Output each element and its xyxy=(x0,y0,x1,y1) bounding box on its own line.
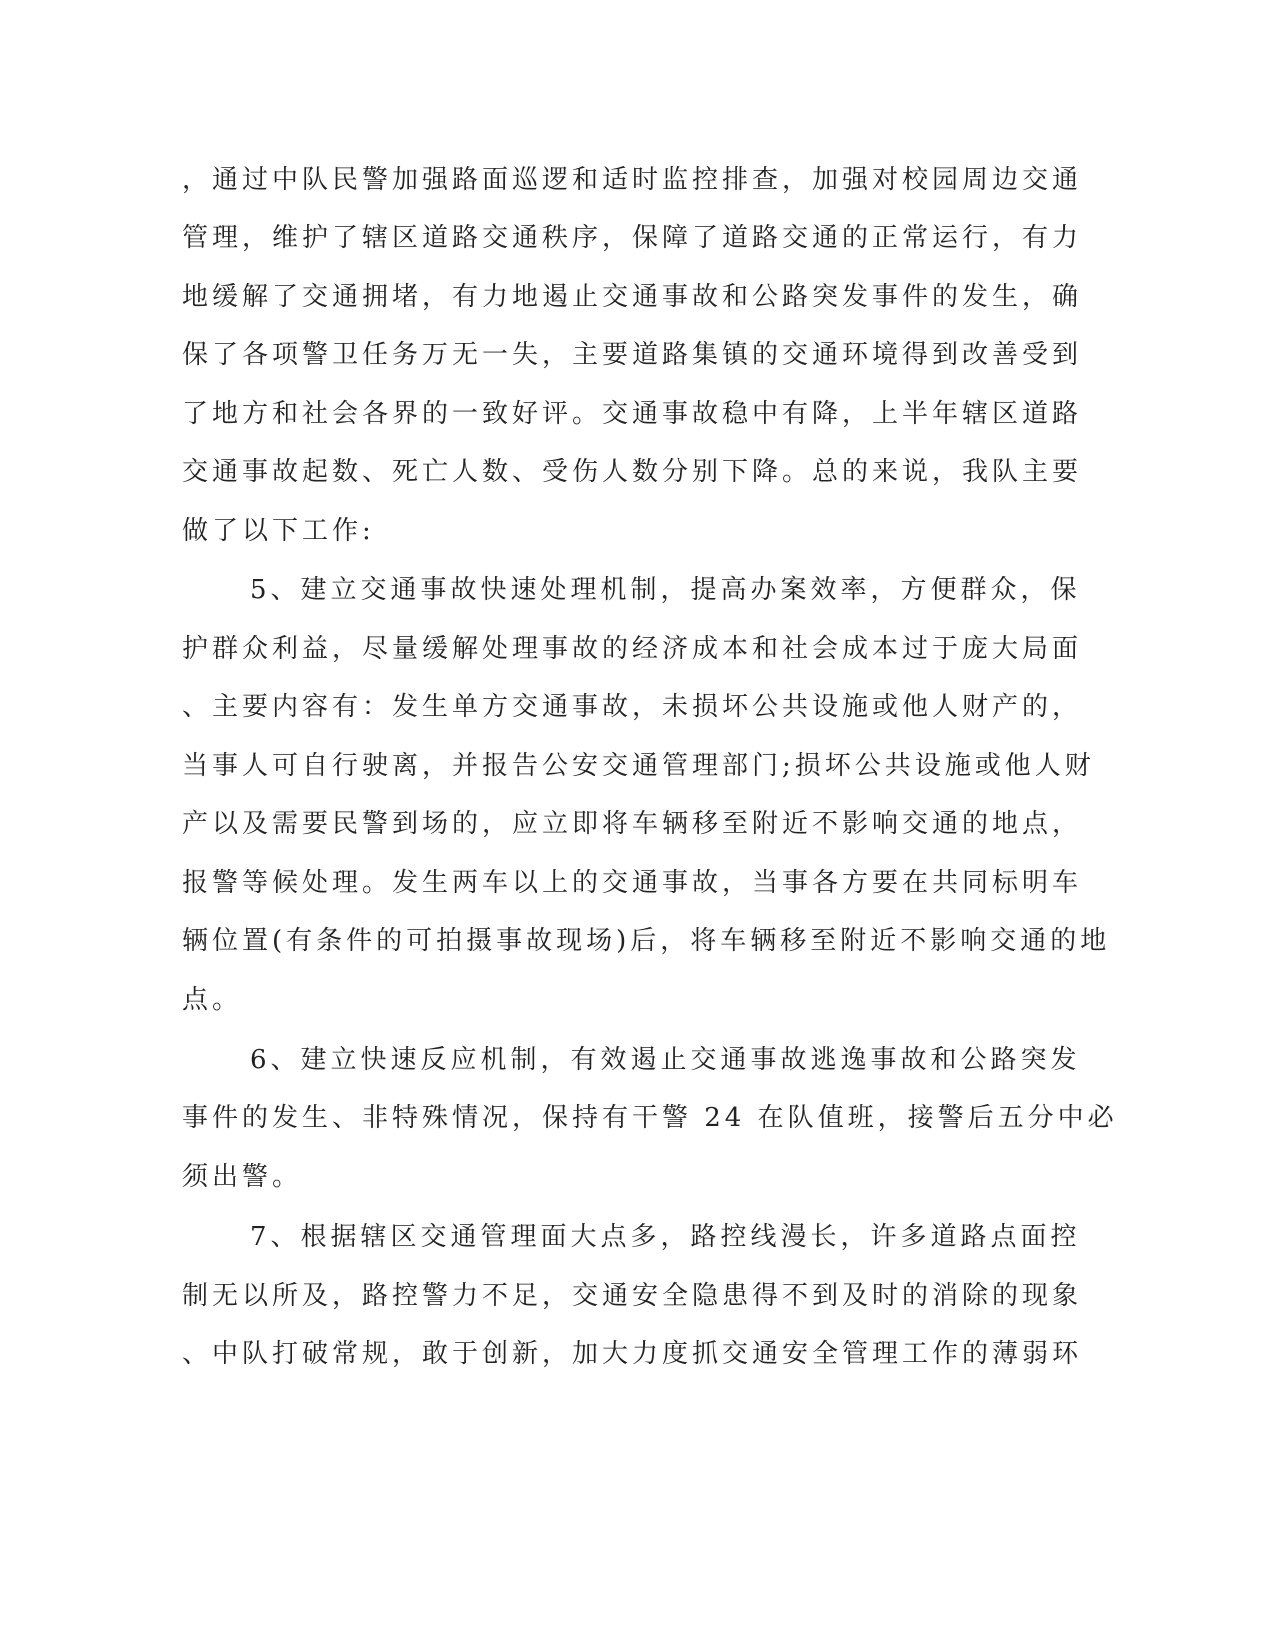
text-line: ，通过中队民警加强路面巡逻和适时监控排查，加强对校园周边交通 xyxy=(182,165,1083,195)
text-line: 、中队打破常规，敢于创新，加大力度抓交通安全管理工作的薄弱环 xyxy=(182,1339,1083,1369)
text-line: 了地方和社会各界的一致好评。交通事故稳中有降，上半年辖区道路 xyxy=(182,399,1083,429)
text-line: 管理，维护了辖区道路交通秩序，保障了道路交通的正常运行，有力 xyxy=(182,223,1083,253)
paragraph-6-start: 6、建立快速反应机制，有效遏止交通事故逃逸事故和公路突发 xyxy=(250,1045,1081,1075)
paragraph-7-start: 7、根据辖区交通管理面大点多，路控线漫长，许多道路点面控 xyxy=(250,1222,1081,1252)
text-line: 护群众利益，尽量缓解处理事故的经济成本和社会成本过于庞大局面 xyxy=(182,634,1083,664)
text-line: 当事人可自行驶离，并报告公安交通管理部门;损坏公共设施或他人财 xyxy=(182,751,1095,781)
text-line: 须出警。 xyxy=(182,1162,303,1192)
text-line: 做了以下工作: xyxy=(182,516,375,546)
text-line: 辆位置(有条件的可拍摄事故现场)后，将车辆移至附近不影响交通的地 xyxy=(182,926,1111,956)
text-line: 制无以所及，路控警力不足，交通安全隐患得不到及时的消除的现象 xyxy=(182,1281,1083,1311)
text-line: 地缓解了交通拥堵，有力地遏止交通事故和公路突发事件的发生，确 xyxy=(182,282,1083,312)
text-line: 点。 xyxy=(182,985,243,1015)
text-line: 交通事故起数、死亡人数、受伤人数分别下降。总的来说，我队主要 xyxy=(182,457,1083,487)
text-line: 事件的发生、非特殊情况，保持有干警 24 在队值班，接警后五分中必 xyxy=(182,1103,1118,1133)
text-line: 报警等候处理。发生两车以上的交通事故，当事各方要在共同标明车 xyxy=(182,868,1083,898)
text-line: 、主要内容有：发生单方交通事故，未损坏公共设施或他人财产的， xyxy=(182,692,1083,722)
text-line: 保了各项警卫任务万无一失，主要道路集镇的交通环境得到改善受到 xyxy=(182,340,1083,370)
text-line: 产以及需要民警到场的，应立即将车辆移至附近不影响交通的地点， xyxy=(182,809,1083,839)
paragraph-5-start: 5、建立交通事故快速处理机制，提高办案效率，方便群众，保 xyxy=(250,575,1081,605)
